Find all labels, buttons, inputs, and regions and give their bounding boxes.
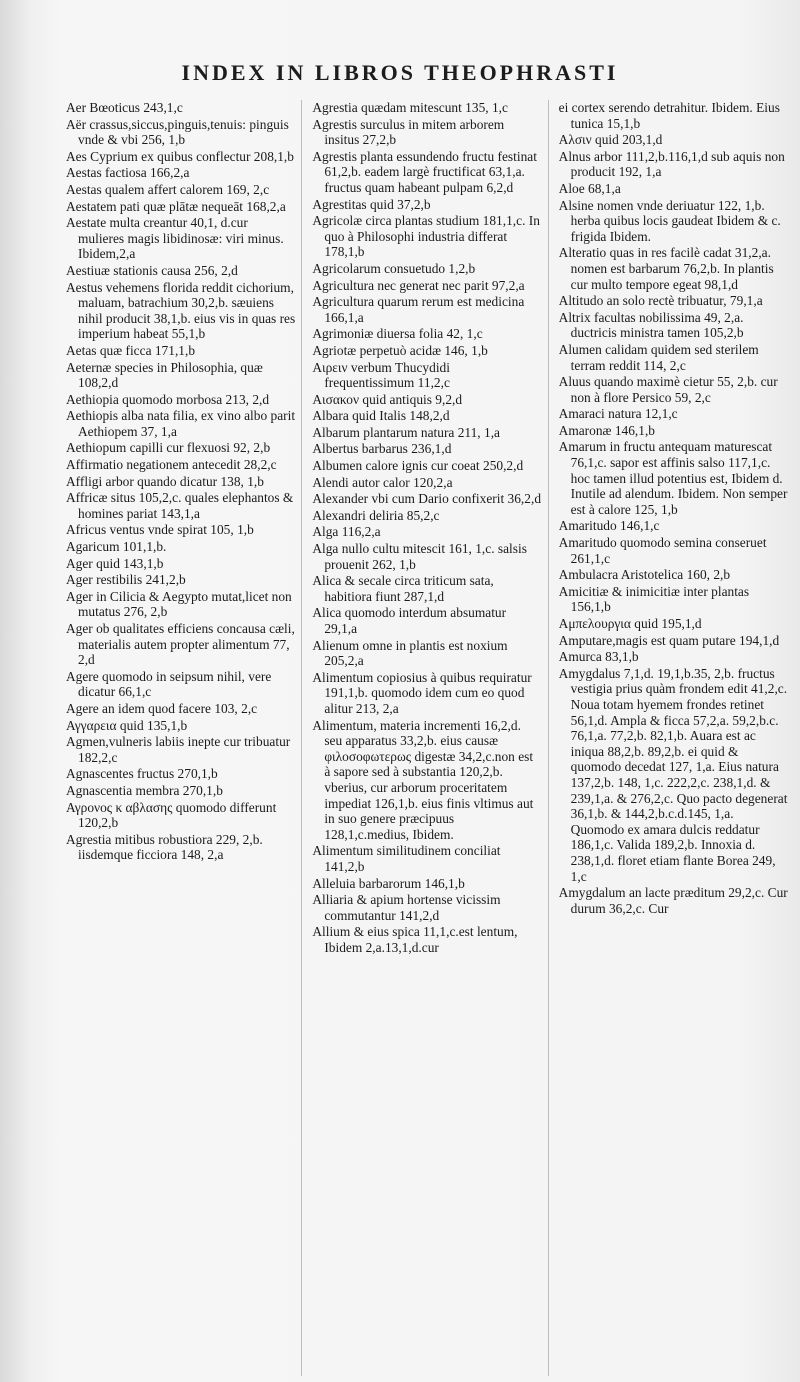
- index-entry: Alienum omne in plantis est noxium 205,2,a: [312, 637, 508, 669]
- index-entry: Aethiopum capilli cur flexuosi 92, 2,b: [66, 440, 271, 456]
- index-entry: Altitudo an solo rectè tribuatur, 79,1,a: [558, 293, 763, 309]
- index-entry: Αγρονος κ αβλασης quomodo differunt 120,2,b: [66, 799, 277, 831]
- index-entry: Aestus vehemens florida reddit cichorium, maluam, batrachium 30,2,b. sæuiens nihil producit 38,1,b. eius vis in quas res imperium habeat 55,1,b: [66, 279, 296, 342]
- index-entry: Alica & secale circa triticum sata, habitiora fiunt 287,1,d: [312, 573, 494, 604]
- index-entry: Alexander vbi cum Dario confixerit 36,2,d: [312, 491, 542, 507]
- index-column-1: [66, 100, 302, 1376]
- index-entry: Alga 116,2,a: [312, 524, 381, 540]
- index-columns: [66, 100, 788, 1376]
- index-entry: Africus ventus vnde spirat 105, 1,b: [66, 522, 254, 538]
- index-entry: Agrimoniæ diuersa folia 42, 1,c: [312, 326, 483, 342]
- index-entry: Albertus barbarus 236,1,d: [312, 441, 452, 457]
- index-entry: Alumen calidam quidem sed sterilem terram reddit 114, 2,c: [558, 341, 759, 373]
- index-entry: Amaraci natura 12,1,c: [558, 406, 678, 422]
- index-entry: Amaritudo 146,1,c: [558, 518, 660, 534]
- index-entry: Αλσιν quid 203,1,d: [558, 132, 663, 148]
- index-entry: Agricultura nec generat nec parit 97,2,a: [312, 277, 525, 293]
- index-entry: Amurca 83,1,b: [558, 649, 639, 665]
- index-entry: Aloe 68,1,a: [558, 180, 621, 196]
- index-entry: Aestate multa creantur 40,1, d.cur mulieres magis libidinosæ: viri minus. Ibidem,2,a: [66, 215, 284, 262]
- index-entry: Altrix facultas nobilissima 49, 2,a. ductricis ministra tamen 105,2,b: [558, 309, 744, 341]
- index-entry: Affligi arbor quando dicatur 138, 1,b: [66, 473, 264, 489]
- index-entry: Αιρειν verbum Thucydidi frequentissimum 11,2,c: [312, 359, 450, 391]
- index-entry: Alexandri deliria 85,2,c: [312, 507, 440, 523]
- index-entry: Amygdalus 7,1,d. 19,1,b.35, 2,b. fructus vestigia prius quàm frondem edit 41,2,c. Noua totam hyemem frondes retinet 56,1,d. Ampla & ficca 57,2,a. 59,2,b.c. 76,1,a. 77,2,b. 82,1,b. Auara est ac iniqua 88,2,b. 89,2,b. ei quid & quomodo decedat 127, 1,a. Eius natura 137,2,b. 148, 1,c. 222,2,c. 238,1,d. & 239,1,a. & 276,2,c. Quo pacto degenerat 36,1,b. & 144,2,b.c.d.145, 1,a. Quomodo ex amara dulcis reddatur 186,1,c. Valida 189,2,b. Innoxia d. 238,1,d. floret etiam flante Borea 249, 1,c: [558, 665, 788, 884]
- index-entry: Agere an idem quod facere 103, 2,c: [66, 700, 258, 716]
- index-entry: Ager ob qualitates efficiens concausa cæli, materialis autem propter alimentum 77, 2,d: [66, 621, 295, 668]
- index-entry: Agricultura quarum rerum est medicina 166,1,a: [312, 294, 525, 325]
- index-entry: Albarum plantarum natura 211, 1,a: [312, 424, 500, 440]
- index-entry: Amarum in fructu antequam maturescat 76,1,c. sapor est affinis salso 117,1,c. hoc tamen illud potentius est, Ibidem d. Inutile ad alendum. Ibidem. Non semper est à calore 125, 1,b: [558, 439, 788, 517]
- index-entry: Agrestis planta essundendo fructu festinat 61,2,b. eadem largè fructificat 63,1,a. fructus quam habeant pulpam 6,2,d: [312, 148, 537, 195]
- index-entry: Affirmatio negationem antecedit 28,2,c: [66, 457, 277, 473]
- index-entry: Aethiopis alba nata filia, ex vino albo parit Aethiopem 37, 1,a: [66, 408, 296, 439]
- index-entry: Aestas qualem affert calorem 169, 2,c: [66, 181, 270, 197]
- index-entry: Alimentum copiosius à quibus requiratur 191,1,b. quomodo idem cum eo quod alitur 213, 2,a: [312, 669, 532, 716]
- index-entry: Αμπελουργια quid 195,1,d: [558, 616, 702, 631]
- index-entry: Aetas quæ ficca 171,1,b: [66, 342, 196, 358]
- index-entry: Alica quomodo interdum absumatur 29,1,a: [312, 605, 507, 636]
- index-entry: Agnascentia membra 270,1,b: [66, 782, 223, 798]
- index-entry: Ager restibilis 241,2,b: [66, 572, 186, 588]
- index-entry: Affricæ situs 105,2,c. quales elephantos & homines pariat 143,1,a: [66, 490, 294, 521]
- index-entry: Agricolarum consuetudo 1,2,b: [312, 260, 476, 276]
- index-entry: Ambulacra Aristotelica 160, 2,b: [558, 567, 731, 583]
- index-entry: Αισακον quid antiquis 9,2,d: [312, 391, 463, 407]
- index-entry: Agmen,vulneris labiis inepte cur tribuatur 182,2,c: [66, 734, 291, 765]
- index-entry: Albara quid Italis 148,2,d: [312, 408, 450, 424]
- index-column-3: [559, 100, 788, 1376]
- index-entry: Agnascentes fructus 270,1,b: [66, 766, 218, 782]
- index-entry: Aethiopia quomodo morbosa 213, 2,d: [66, 391, 270, 407]
- index-entry: Alimentum, materia incrementi 16,2,d. seu apparatus 33,2,b. eius causæ φιλοσοφωτερως digestæ 34,2,c.non est à sapore sed à substantia 120,2,b. vberius, cur arborum proceritatem impediat 126,1,b. eius finis vltimus aut in suo genere præcipuus 128,1,c.medius, Ibidem.: [312, 717, 534, 842]
- index-entry: Alleluia barbarorum 146,1,b: [312, 875, 465, 891]
- index-entry: Alendi autor calor 120,2,a: [312, 474, 453, 490]
- index-entry: Ager in Cilicia & Aegypto mutat,licet non mutatus 276, 2,b: [66, 588, 292, 620]
- index-entry: Agrestitas quid 37,2,b: [312, 196, 431, 212]
- index-entry: Alga nullo cultu mitescit 161, 1,c. salsis prouenit 262, 1,b: [312, 541, 527, 572]
- page-title: INDEX IN LIBROS THEOPHRASTI: [181, 60, 619, 85]
- index-entry: Alliaria & apium hortense vicissim commutantur 141,2,d: [312, 892, 501, 923]
- index-entry: Agriotæ perpetuò acidæ 146, 1,b: [312, 342, 488, 358]
- index-entry: Alnus arbor 111,2,b.116,1,d sub aquis non producit 192, 1,a: [558, 148, 785, 180]
- index-entry: Amygdalum an lacte præditum 29,2,c. Cur durum 36,2,c. Cur: [558, 885, 788, 916]
- index-entry: Agaricum 101,1,b.: [66, 539, 167, 555]
- index-entry: Aestatem pati quæ plātæ nequeāt 168,2,a: [66, 198, 286, 214]
- index-entry: Ager quid 143,1,b: [66, 555, 164, 571]
- index-entry: Agrestia quædam mitescunt 135, 1,c: [312, 100, 508, 115]
- index-entry: Alteratio quas in res facilè cadat 31,2,a. nomen est barbarum 76,2,b. In plantis cur multo tempore egeat 98,1,d: [558, 245, 774, 292]
- index-entry: Aluus quando maximè cietur 55, 2,b. cur non à flore Persico 59, 2,c: [558, 374, 778, 405]
- index-entry: Aes Cyprium ex quibus conflectur 208,1,b: [66, 148, 294, 164]
- index-entry: Agricolæ circa plantas studium 181,1,c. In quo à Philosophi industria differat 178,1,b: [312, 213, 540, 260]
- index-entry: Amputare,magis est quam putare 194,1,d: [558, 632, 780, 648]
- index-column-2: [312, 100, 548, 1376]
- index-entry: Albumen calore ignis cur coeat 250,2,d: [312, 458, 524, 474]
- index-entry: Amaronæ 146,1,b: [558, 422, 655, 438]
- index-entry: Amaritudo quomodo semina conseruet 261,1,c: [558, 535, 767, 566]
- index-entry: Alimentum similitudinem conciliat 141,2,b: [312, 843, 501, 874]
- index-entry: Amicitiæ & inimicitiæ inter plantas 156,1,b: [558, 583, 750, 615]
- index-entry: Alsine nomen vnde deriuatur 122, 1,b. herba quibus locis gaudeat Ibidem & c. frigida Ibidem.: [558, 197, 781, 244]
- index-entry: Agrestis surculus in mitem arborem insitus 27,2,b: [312, 116, 505, 148]
- index-entry: Allium & eius spica 11,1,c.est lentum, Ibidem 2,a.13,1,d.cur: [312, 924, 518, 955]
- index-entry: Aeternæ species in Philosophia, quæ 108,2,d: [66, 359, 263, 391]
- index-entry: Aestiuæ stationis causa 256, 2,d: [66, 262, 238, 278]
- index-entry: Aestas factiosa 166,2,a: [66, 165, 190, 181]
- index-entry: Αγγαρεια quid 135,1,b: [66, 717, 188, 733]
- index-entry: Agere quomodo in seipsum nihil, vere dicatur 66,1,c: [66, 668, 272, 700]
- index-entry: Aër crassus,siccus,pinguis,tenuis: pinguis vnde & vbi 256, 1,b: [66, 116, 289, 148]
- index-entry: Aer Bœoticus 243,1,c: [66, 100, 183, 115]
- index-entry: ei cortex serendo detrahitur. Ibidem. Eius tunica 15,1,b: [558, 100, 780, 131]
- index-entry: Agrestia mitibus robustiora 229, 2,b. iisdemque ficciora 148, 2,a: [66, 831, 263, 863]
